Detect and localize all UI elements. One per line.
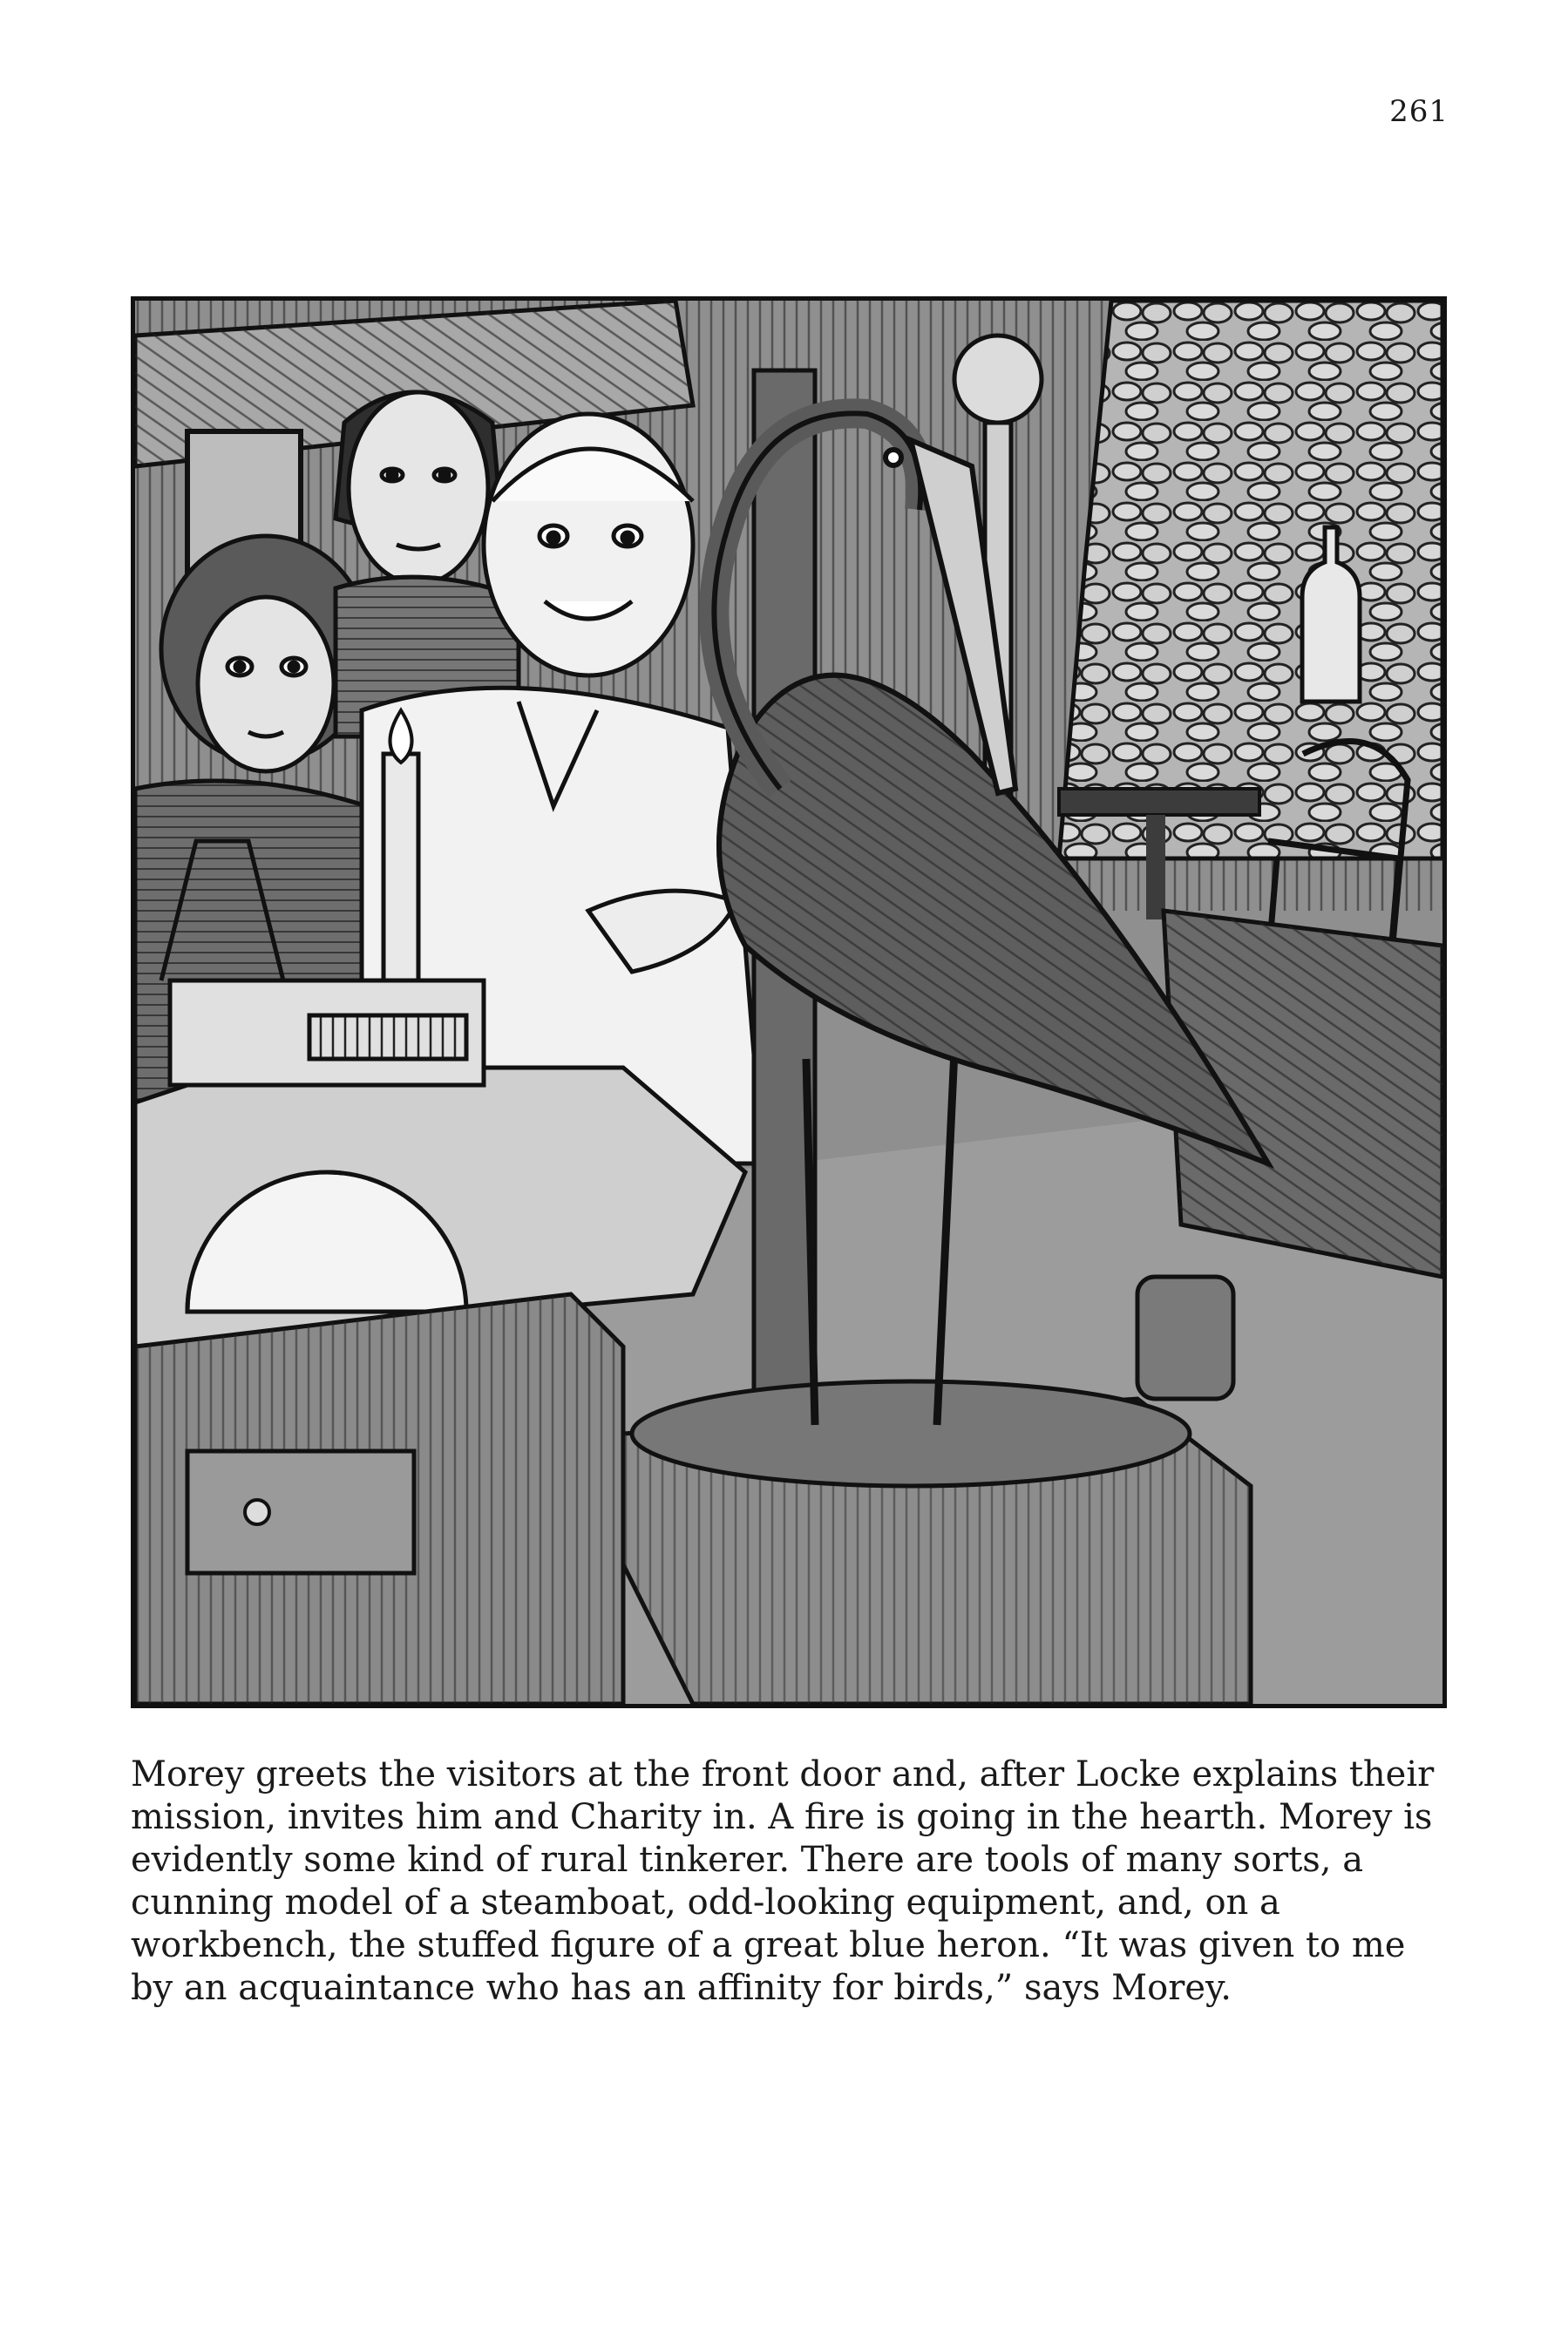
side-table <box>1059 789 1259 815</box>
stone-chimney <box>1059 301 1442 858</box>
illustration <box>131 296 1447 1708</box>
pole-ball <box>954 336 1042 423</box>
illustration-drawing <box>135 301 1442 1704</box>
drawer <box>187 1451 414 1573</box>
page-number: 261 <box>1389 94 1449 129</box>
caption: Morey greets the visitors at the front door and, after Locke explains their mission, invites him and Charity in. A fire is going in the hearth. Morey is evidently some kind of rural tinkerer. There are tools of many sorts, a cunning model of a steamboat, odd-looking equipment, and, on a workbench, the stuffed figure of a great blue heron. “It was given to me by an acquaintance who has an affinity for birds,” says Morey. <box>131 1754 1435 2008</box>
drawer-knob <box>245 1500 269 1524</box>
heron-base <box>632 1381 1190 1486</box>
cup <box>1137 1277 1233 1399</box>
side-table-leg <box>1146 815 1165 919</box>
